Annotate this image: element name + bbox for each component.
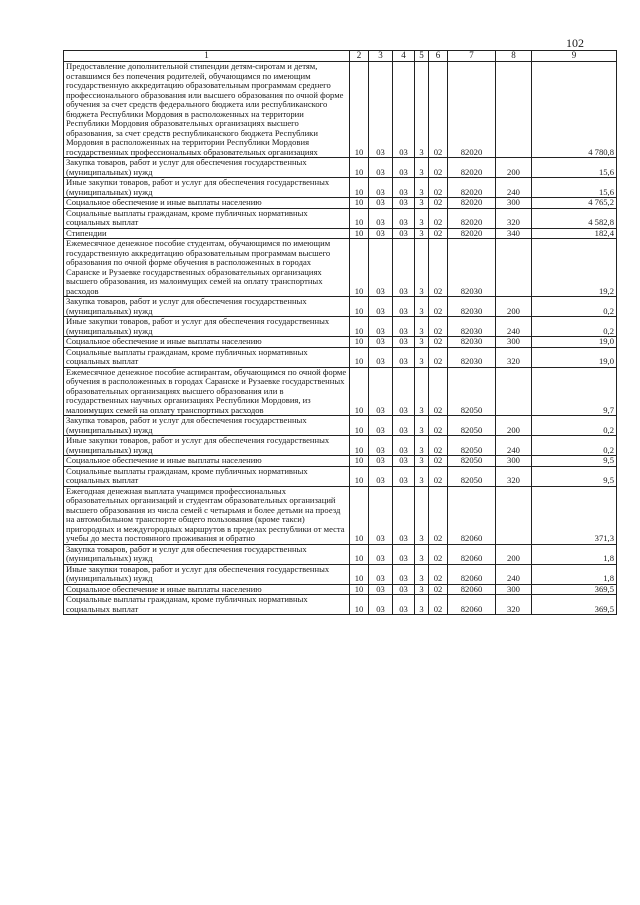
row-code-c7: 82060 (448, 564, 496, 584)
table-row (64, 208, 617, 228)
row-code-c6: 02 (429, 416, 448, 436)
row-code-c3: 03 (369, 347, 393, 367)
row-code-c3: 03 (369, 239, 393, 297)
row-code-c5: 3 (415, 456, 429, 467)
row-code-c4: 03 (393, 456, 415, 467)
header-cell: 7 (448, 51, 496, 62)
row-code-c5: 3 (415, 347, 429, 367)
row-code-c5: 3 (415, 584, 429, 595)
row-code-c5: 3 (415, 62, 429, 158)
row-amount: 4 780,8 (532, 62, 617, 158)
row-amount: 15,6 (532, 178, 617, 198)
row-description: Ежемесячное денежное пособие аспирантам, обучающимся по очной форме обучения в расположенных в городах Саранске и Рузаевке государственных образовательных организациях высшего образования или в государственных научных организациях Республики Мордовия, из малоимущих семей на оплату транспортных расходов (64, 367, 350, 416)
row-code-c5: 3 (415, 337, 429, 348)
row-amount: 371,3 (532, 486, 617, 544)
row-code-c5: 3 (415, 198, 429, 209)
header-cell: 8 (496, 51, 532, 62)
row-amount: 15,6 (532, 158, 617, 178)
row-code-c4: 03 (393, 436, 415, 456)
row-amount: 19,0 (532, 347, 617, 367)
row-code-c2: 10 (350, 208, 369, 228)
table-row (64, 436, 617, 456)
row-code-c3: 03 (369, 466, 393, 486)
row-code-c5: 3 (415, 564, 429, 584)
table-row (64, 158, 617, 178)
row-code-c6: 02 (429, 564, 448, 584)
row-code-c3: 03 (369, 62, 393, 158)
row-code-c8: 200 (496, 297, 532, 317)
row-code-c7: 82050 (448, 466, 496, 486)
row-code-c8: 340 (496, 228, 532, 239)
row-code-c2: 10 (350, 416, 369, 436)
row-code-c2: 10 (350, 436, 369, 456)
row-code-c6: 02 (429, 297, 448, 317)
row-description: Закупка товаров, работ и услуг для обеспечения государственных (муниципальных) нужд (64, 544, 350, 564)
row-code-c4: 03 (393, 239, 415, 297)
row-code-c7: 82060 (448, 544, 496, 564)
row-code-c4: 03 (393, 347, 415, 367)
row-code-c6: 02 (429, 62, 448, 158)
header-cell: 3 (369, 51, 393, 62)
row-amount: 1,8 (532, 564, 617, 584)
row-code-c2: 10 (350, 466, 369, 486)
header-cell: 2 (350, 51, 369, 62)
row-code-c7: 82020 (448, 178, 496, 198)
table-row (64, 317, 617, 337)
row-code-c6: 02 (429, 158, 448, 178)
header-cell: 4 (393, 51, 415, 62)
row-code-c7: 82030 (448, 337, 496, 348)
table-row (64, 584, 617, 595)
table-row (64, 62, 617, 158)
row-code-c2: 10 (350, 367, 369, 416)
row-code-c3: 03 (369, 436, 393, 456)
row-code-c2: 10 (350, 584, 369, 595)
row-code-c7: 82020 (448, 228, 496, 239)
row-code-c8 (496, 486, 532, 544)
row-code-c8: 320 (496, 347, 532, 367)
row-code-c4: 03 (393, 198, 415, 209)
row-code-c5: 3 (415, 228, 429, 239)
row-code-c4: 03 (393, 584, 415, 595)
header-cell: 6 (429, 51, 448, 62)
row-code-c4: 03 (393, 317, 415, 337)
row-code-c8: 200 (496, 158, 532, 178)
row-code-c6: 02 (429, 317, 448, 337)
row-code-c2: 10 (350, 158, 369, 178)
row-code-c2: 10 (350, 337, 369, 348)
row-code-c2: 10 (350, 62, 369, 158)
row-amount: 19,0 (532, 337, 617, 348)
row-code-c5: 3 (415, 466, 429, 486)
row-code-c7: 82050 (448, 456, 496, 467)
row-code-c8 (496, 239, 532, 297)
row-code-c3: 03 (369, 584, 393, 595)
table-row (64, 178, 617, 198)
row-code-c3: 03 (369, 416, 393, 436)
table-row (64, 228, 617, 239)
header-cell: 5 (415, 51, 429, 62)
row-code-c5: 3 (415, 595, 429, 615)
row-code-c8: 320 (496, 208, 532, 228)
row-code-c6: 02 (429, 208, 448, 228)
row-code-c4: 03 (393, 62, 415, 158)
row-amount: 9,5 (532, 456, 617, 467)
row-code-c7: 82020 (448, 208, 496, 228)
row-amount: 1,8 (532, 544, 617, 564)
row-amount: 182,4 (532, 228, 617, 239)
row-code-c5: 3 (415, 367, 429, 416)
table-row (64, 466, 617, 486)
row-description: Социальное обеспечение и иные выплаты населению (64, 198, 350, 209)
row-amount: 369,5 (532, 584, 617, 595)
row-description: Социальные выплаты гражданам, кроме публичных нормативных социальных выплат (64, 466, 350, 486)
row-code-c8: 240 (496, 436, 532, 456)
row-code-c8: 300 (496, 198, 532, 209)
row-description: Социальные выплаты гражданам, кроме публичных нормативных социальных выплат (64, 595, 350, 615)
row-description: Ежемесячное денежное пособие студентам, обучающимся по имеющим государственную аккредитацию образовательным программам высшего образования по очной форме обучения в расположенных в городах Саранске и Рузаевке государственных образовательных организациях высшего образования, из малоимущих семей на оплату транспортных расходов (64, 239, 350, 297)
row-code-c3: 03 (369, 317, 393, 337)
row-code-c6: 02 (429, 198, 448, 209)
row-description: Закупка товаров, работ и услуг для обеспечения государственных (муниципальных) нужд (64, 158, 350, 178)
row-code-c4: 03 (393, 228, 415, 239)
row-code-c8: 320 (496, 595, 532, 615)
row-code-c7: 82020 (448, 62, 496, 158)
table-row (64, 239, 617, 297)
row-description: Иные закупки товаров, работ и услуг для обеспечения государственных (муниципальных) нужд (64, 436, 350, 456)
row-code-c6: 02 (429, 436, 448, 456)
row-code-c3: 03 (369, 198, 393, 209)
row-code-c5: 3 (415, 317, 429, 337)
row-code-c6: 02 (429, 456, 448, 467)
row-code-c8: 240 (496, 317, 532, 337)
row-code-c4: 03 (393, 595, 415, 615)
row-code-c4: 03 (393, 337, 415, 348)
row-code-c7: 82030 (448, 297, 496, 317)
row-code-c8: 200 (496, 416, 532, 436)
row-description: Иные закупки товаров, работ и услуг для обеспечения государственных (муниципальных) нужд (64, 178, 350, 198)
row-code-c4: 03 (393, 158, 415, 178)
row-code-c3: 03 (369, 337, 393, 348)
row-code-c6: 02 (429, 337, 448, 348)
row-code-c2: 10 (350, 456, 369, 467)
row-code-c3: 03 (369, 208, 393, 228)
row-code-c5: 3 (415, 544, 429, 564)
row-code-c2: 10 (350, 564, 369, 584)
row-code-c7: 82050 (448, 436, 496, 456)
row-code-c8: 300 (496, 337, 532, 348)
row-code-c7: 82050 (448, 367, 496, 416)
row-description: Стипендии (64, 228, 350, 239)
row-code-c4: 03 (393, 486, 415, 544)
row-code-c7: 82020 (448, 198, 496, 209)
row-code-c8: 240 (496, 564, 532, 584)
row-code-c5: 3 (415, 486, 429, 544)
row-code-c5: 3 (415, 178, 429, 198)
row-code-c3: 03 (369, 228, 393, 239)
row-code-c6: 02 (429, 228, 448, 239)
row-code-c6: 02 (429, 347, 448, 367)
row-code-c6: 02 (429, 486, 448, 544)
row-code-c4: 03 (393, 208, 415, 228)
row-code-c8 (496, 367, 532, 416)
row-code-c4: 03 (393, 564, 415, 584)
row-code-c4: 03 (393, 416, 415, 436)
row-amount: 9,7 (532, 367, 617, 416)
row-code-c6: 02 (429, 239, 448, 297)
row-code-c5: 3 (415, 208, 429, 228)
table-row (64, 595, 617, 615)
table-row (64, 337, 617, 348)
row-code-c2: 10 (350, 317, 369, 337)
row-code-c3: 03 (369, 158, 393, 178)
row-code-c6: 02 (429, 544, 448, 564)
row-code-c7: 82030 (448, 347, 496, 367)
table-row (64, 297, 617, 317)
row-description: Ежегодная денежная выплата учащимся профессиональных образовательных организаций и студентам образовательных организаций высшего образования из числа семей с четырьмя и более детьми на проезд на автомобильном транспорте общего пользования (кроме такси) пригородных и междугородных маршрутов в пределах республики от места учебы до места постоянного проживания и обратно (64, 486, 350, 544)
row-code-c3: 03 (369, 486, 393, 544)
row-code-c2: 10 (350, 198, 369, 209)
row-amount: 0,2 (532, 416, 617, 436)
row-code-c5: 3 (415, 158, 429, 178)
row-amount: 9,5 (532, 466, 617, 486)
row-amount: 0,2 (532, 297, 617, 317)
table-row (64, 456, 617, 467)
row-description: Социальное обеспечение и иные выплаты населению (64, 337, 350, 348)
row-code-c3: 03 (369, 544, 393, 564)
row-code-c3: 03 (369, 595, 393, 615)
row-code-c6: 02 (429, 584, 448, 595)
row-code-c3: 03 (369, 456, 393, 467)
row-description: Социальное обеспечение и иные выплаты населению (64, 584, 350, 595)
row-code-c4: 03 (393, 367, 415, 416)
row-code-c2: 10 (350, 297, 369, 317)
row-code-c7: 82020 (448, 158, 496, 178)
row-description: Иные закупки товаров, работ и услуг для обеспечения государственных (муниципальных) нужд (64, 317, 350, 337)
row-description: Социальное обеспечение и иные выплаты населению (64, 456, 350, 467)
row-code-c4: 03 (393, 297, 415, 317)
row-code-c3: 03 (369, 564, 393, 584)
row-code-c5: 3 (415, 436, 429, 456)
row-code-c6: 02 (429, 466, 448, 486)
row-code-c2: 10 (350, 228, 369, 239)
row-description: Закупка товаров, работ и услуг для обеспечения государственных (муниципальных) нужд (64, 416, 350, 436)
row-code-c8: 300 (496, 456, 532, 467)
row-amount: 4 765,2 (532, 198, 617, 209)
table-row (64, 564, 617, 584)
table-row (64, 198, 617, 209)
budget-table (63, 50, 617, 615)
row-code-c6: 02 (429, 367, 448, 416)
row-code-c6: 02 (429, 178, 448, 198)
row-code-c7: 82030 (448, 317, 496, 337)
page-number: 102 (566, 36, 584, 50)
row-code-c8 (496, 62, 532, 158)
row-code-c2: 10 (350, 239, 369, 297)
row-description: Социальные выплаты гражданам, кроме публичных нормативных социальных выплат (64, 347, 350, 367)
table-row (64, 367, 617, 416)
row-code-c3: 03 (369, 297, 393, 317)
header-cell: 9 (532, 51, 617, 62)
row-amount: 0,2 (532, 317, 617, 337)
header-row (64, 51, 617, 62)
row-code-c8: 200 (496, 544, 532, 564)
row-code-c4: 03 (393, 466, 415, 486)
row-code-c2: 10 (350, 595, 369, 615)
row-code-c5: 3 (415, 239, 429, 297)
row-code-c6: 02 (429, 595, 448, 615)
row-code-c3: 03 (369, 178, 393, 198)
row-amount: 0,2 (532, 436, 617, 456)
table-row (64, 544, 617, 564)
row-description: Иные закупки товаров, работ и услуг для обеспечения государственных (муниципальных) нужд (64, 564, 350, 584)
row-code-c5: 3 (415, 416, 429, 436)
row-code-c7: 82060 (448, 486, 496, 544)
row-code-c3: 03 (369, 367, 393, 416)
row-code-c2: 10 (350, 544, 369, 564)
row-code-c4: 03 (393, 178, 415, 198)
row-code-c8: 320 (496, 466, 532, 486)
row-code-c2: 10 (350, 486, 369, 544)
row-amount: 369,5 (532, 595, 617, 615)
row-amount: 4 582,8 (532, 208, 617, 228)
row-code-c8: 300 (496, 584, 532, 595)
table-row (64, 416, 617, 436)
row-code-c5: 3 (415, 297, 429, 317)
row-code-c7: 82030 (448, 239, 496, 297)
row-code-c8: 240 (496, 178, 532, 198)
row-description: Предоставление дополнительной стипендии детям-сиротам и детям, оставшимся без попечения родителей, обучающимся по имеющим государственную аккредитацию образовательным программам среднего профессионального образования или высшего образования по очной форме обучения за счет средств федерального бюджета или республиканского бюджета Республики Мордовия в расположенных на территории Республики Мордовия образовательных организациях высшего образования, за счет средств республиканского бюджета Республики Мордовия в расположенных на территории Республики Мордовия государственных профессиональных образовательных организациях (64, 62, 350, 158)
table-row (64, 486, 617, 544)
table-row (64, 347, 617, 367)
row-description: Социальные выплаты гражданам, кроме публичных нормативных социальных выплат (64, 208, 350, 228)
row-code-c7: 82050 (448, 416, 496, 436)
row-code-c2: 10 (350, 347, 369, 367)
row-code-c4: 03 (393, 544, 415, 564)
row-description: Закупка товаров, работ и услуг для обеспечения государственных (муниципальных) нужд (64, 297, 350, 317)
header-cell: 1 (64, 51, 350, 62)
row-code-c7: 82060 (448, 595, 496, 615)
row-code-c2: 10 (350, 178, 369, 198)
row-code-c7: 82060 (448, 584, 496, 595)
row-amount: 19,2 (532, 239, 617, 297)
